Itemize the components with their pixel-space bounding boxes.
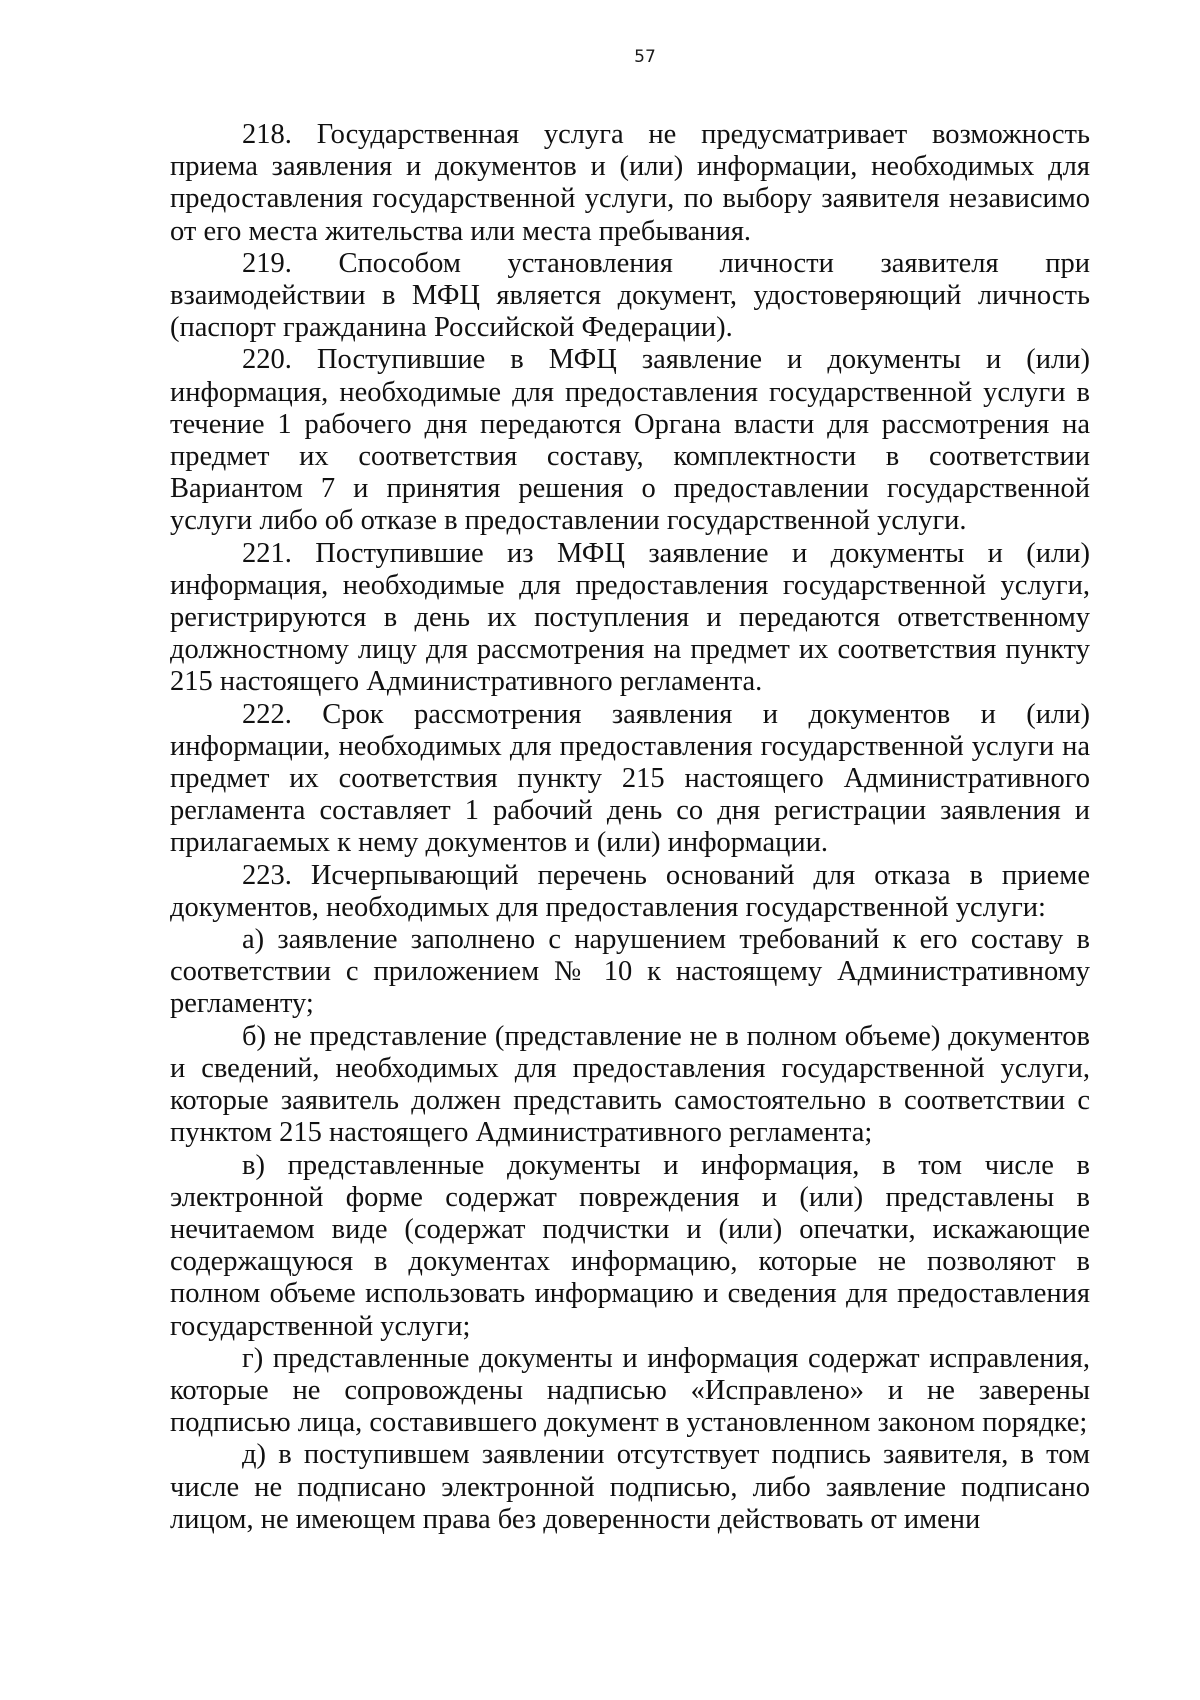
paragraph-223: 223. Исчерпывающий перечень оснований для отказа в приеме документов, необходимых для предоставления государственной услуги: [170,859,1090,923]
list-item-a: а) заявление заполнено с нарушением требований к его составу в соответствии с приложением № 10 к настоящему Административному регламенту; [170,924,1090,1020]
document-body [170,119,1090,1536]
paragraph-221: 221. Поступившие из МФЦ заявление и документы и (или) информация, необходимые для предоставления государственной услуги, регистрируются в день их поступления и передаются ответственному должностному лицу для рассмотрения на предмет их соответствия пункту 215 настоящего Административного регламента. [170,537,1090,698]
paragraph-222: 222. Срок рассмотрения заявления и документов и (или) информации, необходимых для предоставления государственной услуги на предмет их соответствия пункту 215 настоящего Административного регламента составляет 1 рабочий день со дня регистрации заявления и прилагаемых к нему документов и (или) информации. [170,698,1090,859]
list-item-v: в) представленные документы и информация, в том числе в электронной форме содержат повреждения и (или) представлены в нечитаемом виде (содержат подчистки и (или) опечатки, искажающие содержащуюся в документах информацию, которые не позволяют в полном объеме использовать информацию и сведения для предоставления государственной услуги; [170,1149,1090,1342]
list-item-g: г) представленные документы и информация содержат исправления, которые не сопровождены надписью «Исправлено» и не заверены подписью лица, составившего документ в установленном законом порядке; [170,1342,1090,1439]
page-number: 57 [634,47,656,67]
paragraph-220: 220. Поступившие в МФЦ заявление и документы и (или) информация, необходимые для предоставления государственной услуги в течение 1 рабочего дня передаются Органа власти для рассмотрения на предмет их соответствия составу, комплектности в соответствии Вариантом 7 и принятия решения о предоставлении государственной услуги либо об отказе в предоставлении государственной услуги. [170,344,1090,537]
list-item-d: д) в поступившем заявлении отсутствует подпись заявителя, в том числе не подписано электронной подписью, либо заявление подписано лицом, не имеющем права без доверенности действовать от имени [170,1439,1090,1535]
paragraph-218: 218. Государственная услуга не предусматривает возможность приема заявления и документов и (или) информации, необходимых для предоставления государственной услуги, по выбору заявителя независимо от его места жительства или места пребывания. [170,119,1090,247]
paragraph-219: 219. Способом установления личности заявителя при взаимодействии в МФЦ является документ, удостоверяющий личность (паспорт гражданина Российской Федерации). [170,247,1090,344]
list-item-b: б) не представление (представление не в полном объеме) документов и сведений, необходимых для предоставления государственной услуги, которые заявитель должен представить самостоятельно в соответствии с пунктом 215 настоящего Административного регламента; [170,1020,1090,1149]
